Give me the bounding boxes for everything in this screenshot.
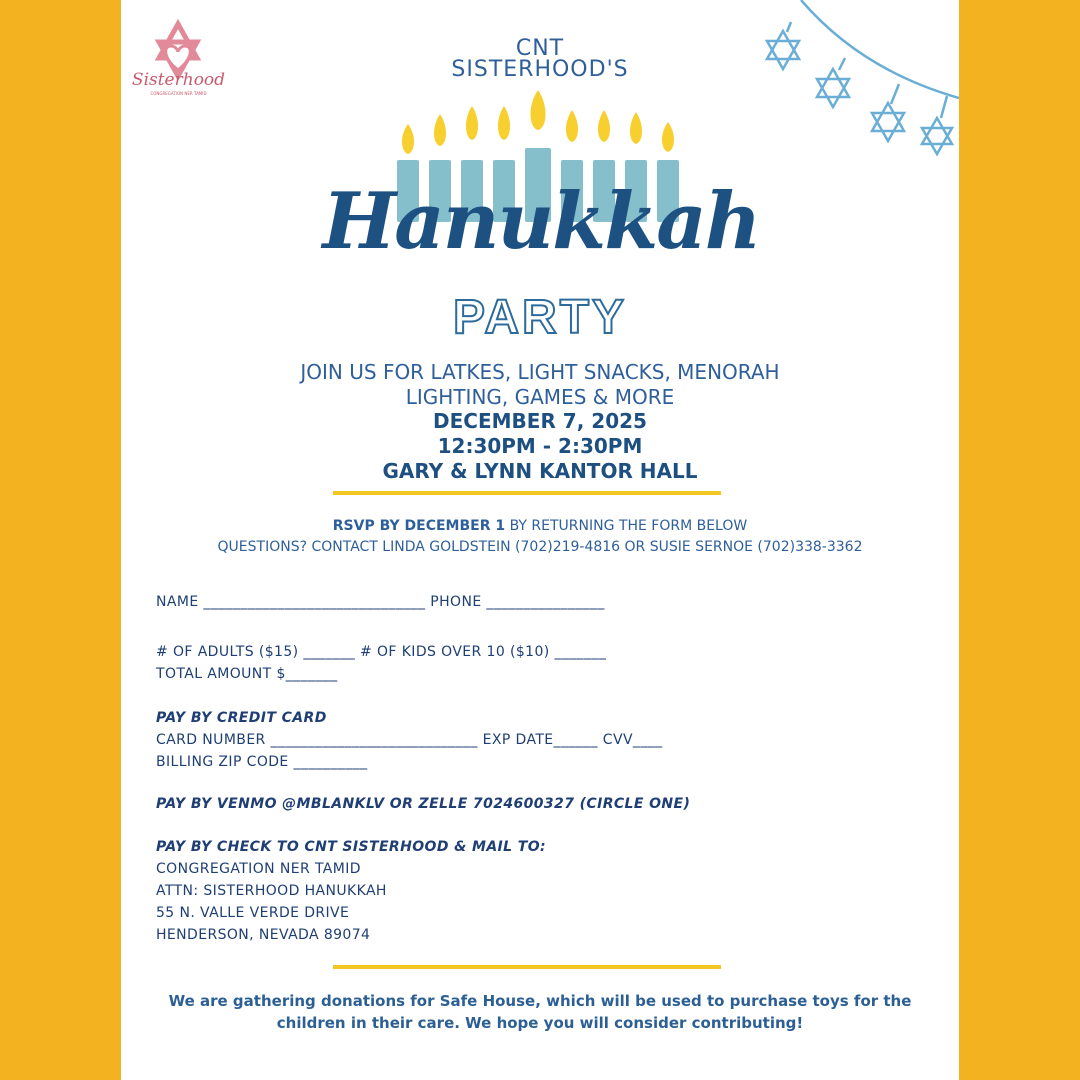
credit-card-heading: PAY BY CREDIT CARD — [156, 710, 327, 726]
flyer-page — [121, 0, 959, 1080]
check-heading: PAY BY CHECK TO CNT SISTERHOOD & MAIL TO: — [156, 839, 547, 855]
header-line-sisterhoods: SISTERHOOD'S — [451, 57, 629, 82]
address-line: CONGREGATION NER TAMID — [156, 861, 361, 877]
name-phone-field[interactable]: NAME ______________________________ PHONE ________________ — [156, 594, 605, 610]
adults-kids-field[interactable]: # OF ADULTS ($15) _______ # OF KIDS OVER 10 ($10) _______ — [156, 644, 607, 660]
address-line: HENDERSON, NEVADA 89074 — [156, 927, 371, 943]
header-line-cnt: CNT — [515, 36, 565, 61]
party-subtitle: PARTY — [452, 291, 628, 344]
donation-note — [161, 990, 919, 1034]
rsvp-deadline: RSVP BY DECEMBER 1 — [332, 518, 506, 534]
logo-name: Sisterhood — [131, 70, 226, 90]
rsvp-questions: QUESTIONS? CONTACT LINDA GOLDSTEIN (702)219-4816 OR SUSIE SERNOE (702)338-3362 — [217, 539, 863, 555]
logo-subtext: CONGREGATION NER TAMID — [150, 91, 207, 96]
event-date: DECEMBER 7, 2025 — [433, 409, 647, 433]
top-divider — [333, 491, 721, 495]
rsvp-line — [121, 518, 959, 534]
donation-line-2: children in their care. We hope you will consider contributing! — [276, 1014, 804, 1032]
hanukkah-title: Hanukkah — [322, 176, 760, 267]
total-amount-field[interactable]: TOTAL AMOUNT $_______ — [156, 666, 338, 682]
card-number-field[interactable]: CARD NUMBER ____________________________ EXP DATE______ CVV____ — [156, 732, 663, 748]
donation-line-1: We are gathering donations for Safe House, which will be used to purchase toys for the — [168, 992, 912, 1010]
bottom-divider — [333, 965, 721, 969]
address-line: 55 N. VALLE VERDE DRIVE — [156, 905, 350, 921]
billing-zip-field[interactable]: BILLING ZIP CODE __________ — [156, 754, 368, 770]
address-line: ATTN: SISTERHOOD HANUKKAH — [156, 883, 387, 899]
event-location: GARY & LYNN KANTOR HALL — [382, 459, 698, 483]
rsvp-instruction: BY RETURNING THE FORM BELOW — [505, 518, 748, 534]
intro-line-2: LIGHTING, GAMES & MORE — [405, 385, 675, 409]
star-of-david-bunting-icon — [751, 0, 959, 170]
intro-line-1: JOIN US FOR LATKES, LIGHT SNACKS, MENORAH — [300, 360, 780, 384]
event-time: 12:30PM - 2:30PM — [437, 434, 643, 458]
venmo-zelle-line: PAY BY VENMO @MBLANKLV OR ZELLE 7024600327 (CIRCLE ONE) — [156, 796, 691, 812]
